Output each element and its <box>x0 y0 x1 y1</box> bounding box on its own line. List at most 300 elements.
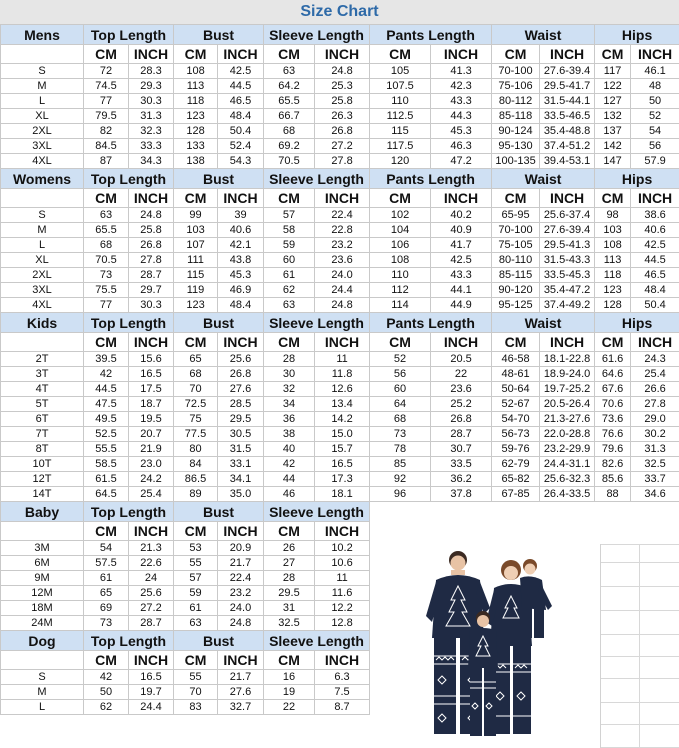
measurement-cell: 28.7 <box>431 427 492 442</box>
measurement-cell: 46.3 <box>431 139 492 154</box>
column-header: Pants Length <box>370 169 492 189</box>
measurement-cell: 47.5 <box>84 397 129 412</box>
section-label: Kids <box>1 313 84 333</box>
measurement-cell: 72 <box>84 64 129 79</box>
table-row <box>1 94 679 109</box>
column-header: Hips <box>595 313 679 333</box>
measurement-cell: 13.4 <box>315 397 370 412</box>
column-header: Top Length <box>84 313 174 333</box>
measurement-cell: 52.4 <box>218 139 264 154</box>
measurement-cell: 115 <box>370 124 431 139</box>
measurement-cell: 43.3 <box>431 268 492 283</box>
measurement-cell: 19 <box>264 685 315 700</box>
measurement-cell: 78 <box>370 442 431 457</box>
measurement-cell: 85-115 <box>492 268 540 283</box>
size-label: 4T <box>1 382 84 397</box>
table-row <box>1 298 679 313</box>
measurement-cell: 108 <box>370 253 431 268</box>
side-grid-line <box>601 586 679 587</box>
measurement-cell: 23.2 <box>315 238 370 253</box>
measurement-cell: 30.7 <box>431 442 492 457</box>
column-header: Bust <box>174 169 264 189</box>
unit-cm: CM <box>174 651 218 670</box>
measurement-cell: 99 <box>174 208 218 223</box>
measurement-cell: 27.8 <box>631 397 679 412</box>
measurement-cell: 85.6 <box>595 472 631 487</box>
measurement-cell: 79.6 <box>595 442 631 457</box>
column-header: Top Length <box>84 502 174 522</box>
empty-area <box>370 502 679 522</box>
measurement-cell: 33.7 <box>631 472 679 487</box>
measurement-cell: 112.5 <box>370 109 431 124</box>
size-label: S <box>1 208 84 223</box>
table-row <box>1 154 679 169</box>
side-empty-grid <box>600 544 679 748</box>
measurement-cell: 75-106 <box>492 79 540 94</box>
unit-cm: CM <box>264 651 315 670</box>
unit-blank <box>1 333 84 352</box>
measurement-cell: 31.5 <box>218 442 264 457</box>
measurement-cell: 65-95 <box>492 208 540 223</box>
measurement-cell: 22.0-28.8 <box>540 427 595 442</box>
measurement-cell: 35.0 <box>218 487 264 502</box>
measurement-cell: 69.2 <box>264 139 315 154</box>
measurement-cell: 48 <box>631 79 679 94</box>
measurement-cell: 42.1 <box>218 238 264 253</box>
measurement-cell: 42 <box>84 367 129 382</box>
measurement-cell: 100-135 <box>492 154 540 169</box>
measurement-cell: 18.1-22.8 <box>540 352 595 367</box>
measurement-cell: 40.2 <box>431 208 492 223</box>
measurement-cell: 52 <box>631 109 679 124</box>
measurement-cell: 46.9 <box>218 283 264 298</box>
measurement-cell: 70.5 <box>84 253 129 268</box>
measurement-cell: 54.3 <box>218 154 264 169</box>
measurement-cell: 42.5 <box>218 64 264 79</box>
unit-cm: CM <box>174 45 218 64</box>
measurement-cell: 27.6-39.4 <box>540 64 595 79</box>
measurement-cell: 36.2 <box>431 472 492 487</box>
measurement-cell: 26.4-33.5 <box>540 487 595 502</box>
measurement-cell: 52.5 <box>84 427 129 442</box>
measurement-cell: 110 <box>370 268 431 283</box>
measurement-cell: 27.2 <box>315 139 370 154</box>
size-label: 3M <box>1 541 84 556</box>
measurement-cell: 26.8 <box>218 367 264 382</box>
measurement-cell: 76.6 <box>595 427 631 442</box>
measurement-cell: 31.3 <box>631 442 679 457</box>
measurement-cell: 52-67 <box>492 397 540 412</box>
measurement-cell: 53 <box>174 541 218 556</box>
column-header: Waist <box>492 25 595 45</box>
measurement-cell: 31.5-43.3 <box>540 253 595 268</box>
table-row <box>1 382 679 397</box>
measurement-cell: 62-79 <box>492 457 540 472</box>
measurement-cell: 14.2 <box>315 412 370 427</box>
unit-inch: INCH <box>315 45 370 64</box>
measurement-cell: 12.2 <box>315 601 370 616</box>
column-header: Top Length <box>84 25 174 45</box>
measurement-cell: 27.8 <box>315 154 370 169</box>
unit-inch: INCH <box>315 522 370 541</box>
measurement-cell: 41.7 <box>431 238 492 253</box>
measurement-cell: 26.8 <box>315 124 370 139</box>
measurement-cell: 90-124 <box>492 124 540 139</box>
measurement-cell: 147 <box>595 154 631 169</box>
measurement-cell: 56 <box>370 367 431 382</box>
measurement-cell: 65-82 <box>492 472 540 487</box>
measurement-cell: 35.4-47.2 <box>540 283 595 298</box>
measurement-cell: 110 <box>370 94 431 109</box>
unit-inch: INCH <box>129 522 174 541</box>
column-header: Sleeve Length <box>264 25 370 45</box>
measurement-cell: 95-125 <box>492 298 540 313</box>
measurement-cell: 142 <box>595 139 631 154</box>
measurement-cell: 32 <box>264 382 315 397</box>
size-label: 2XL <box>1 268 84 283</box>
measurement-cell: 80-110 <box>492 253 540 268</box>
column-header: Hips <box>595 169 679 189</box>
table-row <box>1 586 679 601</box>
unit-cm: CM <box>595 189 631 208</box>
measurement-cell: 59-76 <box>492 442 540 457</box>
measurement-cell: 87 <box>84 154 129 169</box>
measurement-cell: 18.9-24.0 <box>540 367 595 382</box>
measurement-cell: 29.5-41.7 <box>540 79 595 94</box>
measurement-cell: 32.5 <box>264 616 315 631</box>
measurement-cell: 24.3 <box>631 352 679 367</box>
measurement-cell: 48.4 <box>218 109 264 124</box>
measurement-cell: 77.5 <box>174 427 218 442</box>
measurement-cell: 37.4-51.2 <box>540 139 595 154</box>
unit-blank <box>1 189 84 208</box>
measurement-cell: 88 <box>595 487 631 502</box>
measurement-cell: 34.6 <box>631 487 679 502</box>
measurement-cell: 25.6-32.3 <box>540 472 595 487</box>
unit-cm: CM <box>370 189 431 208</box>
size-label: XL <box>1 109 84 124</box>
measurement-cell: 65.5 <box>264 94 315 109</box>
section-label: Womens <box>1 169 84 189</box>
unit-inch: INCH <box>129 651 174 670</box>
measurement-cell: 25.6 <box>218 352 264 367</box>
size-label: 18M <box>1 601 84 616</box>
unit-inch: INCH <box>631 189 679 208</box>
measurement-cell: 107.5 <box>370 79 431 94</box>
measurement-cell: 22.4 <box>218 571 264 586</box>
measurement-cell: 70.6 <box>595 397 631 412</box>
measurement-cell: 27.6-39.4 <box>540 223 595 238</box>
measurement-cell: 19.7 <box>129 685 174 700</box>
measurement-cell: 27.6 <box>218 382 264 397</box>
measurement-cell: 83 <box>174 700 218 715</box>
measurement-cell: 61 <box>264 268 315 283</box>
measurement-cell: 24.8 <box>315 64 370 79</box>
measurement-cell: 32.3 <box>129 124 174 139</box>
size-label: M <box>1 79 84 94</box>
measurement-cell: 25.3 <box>315 79 370 94</box>
measurement-cell: 25.8 <box>129 223 174 238</box>
measurement-cell: 29.3 <box>129 79 174 94</box>
measurement-cell: 21.9 <box>129 442 174 457</box>
table-row <box>1 352 679 367</box>
measurement-cell: 42.5 <box>631 238 679 253</box>
measurement-cell: 123 <box>174 298 218 313</box>
measurement-cell: 67-85 <box>492 487 540 502</box>
measurement-cell: 18.7 <box>129 397 174 412</box>
measurement-cell: 103 <box>174 223 218 238</box>
measurement-cell: 27.6 <box>218 685 264 700</box>
table-row <box>1 109 679 124</box>
measurement-cell: 108 <box>174 64 218 79</box>
measurement-cell: 22 <box>431 367 492 382</box>
column-header: Hips <box>595 25 679 45</box>
table-row <box>1 571 679 586</box>
measurement-cell: 108 <box>595 238 631 253</box>
column-header: Sleeve Length <box>264 169 370 189</box>
unit-cm: CM <box>174 189 218 208</box>
measurement-cell: 117 <box>595 64 631 79</box>
boy-figure <box>468 611 498 736</box>
measurement-cell: 16 <box>264 670 315 685</box>
measurement-cell: 57.9 <box>631 154 679 169</box>
measurement-cell: 19.7-25.2 <box>540 382 595 397</box>
measurement-cell: 33.3 <box>129 139 174 154</box>
measurement-cell: 37.4-49.2 <box>540 298 595 313</box>
table-row <box>1 685 679 700</box>
measurement-cell: 16.5 <box>315 457 370 472</box>
measurement-cell: 29.7 <box>129 283 174 298</box>
measurement-cell: 58 <box>264 223 315 238</box>
measurement-cell: 63 <box>84 208 129 223</box>
measurement-cell: 44.3 <box>431 109 492 124</box>
measurement-cell: 70-100 <box>492 223 540 238</box>
unit-cm: CM <box>492 45 540 64</box>
size-label: S <box>1 670 84 685</box>
measurement-cell: 64.2 <box>264 79 315 94</box>
measurement-cell: 29.5 <box>264 586 315 601</box>
measurement-cell: 22.6 <box>129 556 174 571</box>
measurement-cell: 11.6 <box>315 586 370 601</box>
table-row <box>1 268 679 283</box>
measurement-cell: 24.0 <box>315 268 370 283</box>
measurement-cell: 60 <box>370 382 431 397</box>
measurement-cell: 64.5 <box>84 487 129 502</box>
section-header-baby <box>1 502 679 522</box>
unit-row <box>1 189 679 208</box>
section-label: Mens <box>1 25 84 45</box>
table-row <box>1 556 679 571</box>
unit-cm: CM <box>370 45 431 64</box>
unit-cm: CM <box>84 522 129 541</box>
measurement-cell: 56-73 <box>492 427 540 442</box>
unit-cm: CM <box>264 333 315 352</box>
measurement-cell: 28.5 <box>218 397 264 412</box>
measurement-cell: 10.6 <box>315 556 370 571</box>
column-header: Top Length <box>84 631 174 651</box>
column-header: Pants Length <box>370 313 492 333</box>
unit-cm: CM <box>84 651 129 670</box>
table-row <box>1 541 679 556</box>
measurement-cell: 122 <box>595 79 631 94</box>
measurement-cell: 69 <box>84 601 129 616</box>
measurement-cell: 105 <box>370 64 431 79</box>
measurement-cell: 22.8 <box>315 223 370 238</box>
measurement-cell: 133 <box>174 139 218 154</box>
unit-inch: INCH <box>540 189 595 208</box>
measurement-cell: 62 <box>84 700 129 715</box>
measurement-cell: 79.5 <box>84 109 129 124</box>
column-header: Pants Length <box>370 25 492 45</box>
measurement-cell: 39.4-53.1 <box>540 154 595 169</box>
measurement-cell: 12.8 <box>315 616 370 631</box>
measurement-cell: 21.7 <box>218 670 264 685</box>
measurement-cell: 30.3 <box>129 94 174 109</box>
column-header: Sleeve Length <box>264 502 370 522</box>
measurement-cell: 25.6-37.4 <box>540 208 595 223</box>
measurement-cell: 23.6 <box>315 253 370 268</box>
measurement-cell: 15.7 <box>315 442 370 457</box>
measurement-cell: 24.4 <box>129 700 174 715</box>
measurement-cell: 68 <box>370 412 431 427</box>
measurement-cell: 31.3 <box>129 109 174 124</box>
unit-cm: CM <box>264 45 315 64</box>
measurement-cell: 61.5 <box>84 472 129 487</box>
measurement-cell: 18.1 <box>315 487 370 502</box>
table-row <box>1 238 679 253</box>
unit-row <box>1 522 679 541</box>
unit-inch: INCH <box>129 45 174 64</box>
measurement-cell: 42 <box>84 670 129 685</box>
table-row <box>1 367 679 382</box>
column-header: Sleeve Length <box>264 313 370 333</box>
size-label: M <box>1 685 84 700</box>
measurement-cell: 28 <box>264 352 315 367</box>
measurement-cell: 70.5 <box>264 154 315 169</box>
section-label: Baby <box>1 502 84 522</box>
measurement-cell: 33.5-45.3 <box>540 268 595 283</box>
measurement-cell: 33.5-46.5 <box>540 109 595 124</box>
measurement-cell: 54-70 <box>492 412 540 427</box>
measurement-cell: 65 <box>84 586 129 601</box>
measurement-cell: 34.3 <box>129 154 174 169</box>
measurement-cell: 65.5 <box>84 223 129 238</box>
unit-cm: CM <box>174 333 218 352</box>
measurement-cell: 70 <box>174 382 218 397</box>
measurement-cell: 74.5 <box>84 79 129 94</box>
measurement-cell: 21.7 <box>218 556 264 571</box>
measurement-cell: 70 <box>174 685 218 700</box>
table-row <box>1 79 679 94</box>
side-grid-line <box>601 562 679 563</box>
size-label: L <box>1 238 84 253</box>
table-row <box>1 253 679 268</box>
size-label: L <box>1 700 84 715</box>
measurement-cell: 23.2-29.9 <box>540 442 595 457</box>
column-header: Waist <box>492 313 595 333</box>
measurement-cell: 70-100 <box>492 64 540 79</box>
measurement-cell: 30.2 <box>631 427 679 442</box>
measurement-cell: 23.6 <box>431 382 492 397</box>
measurement-cell: 27.2 <box>129 601 174 616</box>
measurement-cell: 20.5-26.4 <box>540 397 595 412</box>
measurement-cell: 90-120 <box>492 283 540 298</box>
section-header-mens <box>1 25 679 45</box>
measurement-cell: 137 <box>595 124 631 139</box>
girl-figure <box>520 559 552 638</box>
measurement-cell: 33.1 <box>218 457 264 472</box>
measurement-cell: 95-130 <box>492 139 540 154</box>
measurement-cell: 20.7 <box>129 427 174 442</box>
measurement-cell: 84 <box>174 457 218 472</box>
size-label: 6T <box>1 412 84 427</box>
size-label: 6M <box>1 556 84 571</box>
measurement-cell: 73 <box>370 427 431 442</box>
unit-cm: CM <box>370 333 431 352</box>
table-row <box>1 397 679 412</box>
measurement-cell: 36 <box>264 412 315 427</box>
measurement-cell: 55.5 <box>84 442 129 457</box>
measurement-cell: 24.0 <box>218 601 264 616</box>
measurement-cell: 75.5 <box>84 283 129 298</box>
table-row <box>1 601 679 616</box>
unit-row <box>1 45 679 64</box>
measurement-cell: 123 <box>595 283 631 298</box>
size-label: 2XL <box>1 124 84 139</box>
measurement-cell: 132 <box>595 109 631 124</box>
side-grid-line <box>601 678 679 679</box>
measurement-cell: 33.5 <box>431 457 492 472</box>
measurement-cell: 24 <box>129 571 174 586</box>
measurement-cell: 49.5 <box>84 412 129 427</box>
measurement-cell: 123 <box>174 109 218 124</box>
measurement-cell: 39 <box>218 208 264 223</box>
size-label: 10T <box>1 457 84 472</box>
table-row <box>1 124 679 139</box>
measurement-cell: 11 <box>315 352 370 367</box>
measurement-cell: 46.5 <box>218 94 264 109</box>
measurement-cell: 77 <box>84 94 129 109</box>
empty-area <box>370 522 679 541</box>
size-label: 9M <box>1 571 84 586</box>
measurement-cell: 75 <box>174 412 218 427</box>
table-row <box>1 670 679 685</box>
measurement-cell: 82 <box>84 124 129 139</box>
measurement-cell: 65 <box>174 352 218 367</box>
measurement-cell: 44.5 <box>84 382 129 397</box>
measurement-cell: 82.6 <box>595 457 631 472</box>
unit-cm: CM <box>84 45 129 64</box>
measurement-cell: 15.6 <box>129 352 174 367</box>
measurement-cell: 27 <box>264 556 315 571</box>
measurement-cell: 56 <box>631 139 679 154</box>
measurement-cell: 92 <box>370 472 431 487</box>
measurement-cell: 48.4 <box>631 283 679 298</box>
size-chart-title: Size Chart <box>0 0 679 25</box>
measurement-cell: 19.5 <box>129 412 174 427</box>
measurement-cell: 24.2 <box>129 472 174 487</box>
measurement-cell: 40.9 <box>431 223 492 238</box>
measurement-cell: 52 <box>370 352 431 367</box>
measurement-cell: 40.6 <box>631 223 679 238</box>
measurement-cell: 128 <box>595 298 631 313</box>
measurement-cell: 28.3 <box>129 64 174 79</box>
measurement-cell: 85 <box>370 457 431 472</box>
measurement-cell: 20.5 <box>431 352 492 367</box>
measurement-cell: 23.0 <box>129 457 174 472</box>
measurement-cell: 15.0 <box>315 427 370 442</box>
section-header-dog <box>1 631 679 651</box>
